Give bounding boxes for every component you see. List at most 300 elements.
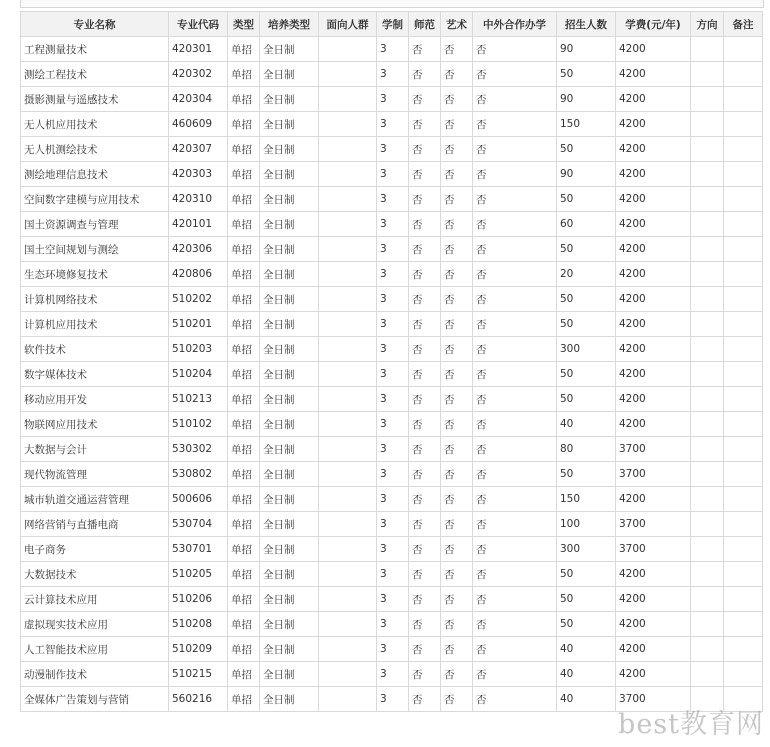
cell-training-type: 全日制 — [260, 112, 319, 137]
cell-notes — [724, 37, 763, 62]
cell-type: 单招 — [228, 287, 260, 312]
cell-target-group — [319, 687, 377, 712]
cell-enrollment: 20 — [557, 262, 616, 287]
cell-enrollment: 50 — [557, 187, 616, 212]
cell-notes — [724, 562, 763, 587]
cell-normal: 否 — [409, 587, 441, 612]
cell-enrollment: 40 — [557, 662, 616, 687]
cell-major-name: 国土空间规划与测绘 — [21, 237, 169, 262]
cell-enrollment: 300 — [557, 337, 616, 362]
cell-art: 否 — [441, 187, 473, 212]
cell-major-name: 计算机应用技术 — [21, 312, 169, 337]
cell-sino-foreign: 否 — [473, 287, 557, 312]
cell-training-type: 全日制 — [260, 487, 319, 512]
cell-sino-foreign: 否 — [473, 487, 557, 512]
cell-direction — [691, 637, 724, 662]
table-row — [21, 612, 763, 637]
cell-enrollment: 90 — [557, 87, 616, 112]
cell-sino-foreign: 否 — [473, 587, 557, 612]
cell-sino-foreign: 否 — [473, 337, 557, 362]
cell-sino-foreign: 否 — [473, 262, 557, 287]
cell-tuition: 4200 — [616, 237, 691, 262]
cell-notes — [724, 412, 763, 437]
cell-target-group — [319, 512, 377, 537]
table-row — [21, 337, 763, 362]
cell-major-name: 城市轨道交通运营管理 — [21, 487, 169, 512]
cell-enrollment: 40 — [557, 687, 616, 712]
cell-normal: 否 — [409, 312, 441, 337]
cell-target-group — [319, 587, 377, 612]
cell-training-type: 全日制 — [260, 337, 319, 362]
cell-major-name: 电子商务 — [21, 537, 169, 562]
majors-table — [20, 11, 763, 712]
cell-art: 否 — [441, 337, 473, 362]
cell-sino-foreign: 否 — [473, 312, 557, 337]
cell-training-type: 全日制 — [260, 137, 319, 162]
watermark-logo: best教育网 — [618, 709, 764, 740]
col-header-sino-foreign: 中外合作办学 — [473, 12, 557, 37]
cell-notes — [724, 187, 763, 212]
cell-art: 否 — [441, 87, 473, 112]
cell-tuition: 3700 — [616, 437, 691, 462]
cell-type: 单招 — [228, 162, 260, 187]
cell-enrollment: 50 — [557, 612, 616, 637]
cell-art: 否 — [441, 37, 473, 62]
cell-direction — [691, 312, 724, 337]
cell-sino-foreign: 否 — [473, 187, 557, 212]
cell-training-type: 全日制 — [260, 287, 319, 312]
cell-normal: 否 — [409, 387, 441, 412]
cell-type: 单招 — [228, 562, 260, 587]
cell-major-name: 云计算技术应用 — [21, 587, 169, 612]
cell-normal: 否 — [409, 237, 441, 262]
cell-tuition: 4200 — [616, 587, 691, 612]
cell-type: 单招 — [228, 37, 260, 62]
cell-sino-foreign: 否 — [473, 112, 557, 137]
cell-enrollment: 60 — [557, 212, 616, 237]
cell-normal: 否 — [409, 137, 441, 162]
cell-major-name: 大数据技术 — [21, 562, 169, 587]
cell-training-type: 全日制 — [260, 187, 319, 212]
cell-sino-foreign: 否 — [473, 237, 557, 262]
cell-major-code: 510206 — [169, 587, 228, 612]
cell-major-name: 大数据与会计 — [21, 437, 169, 462]
cell-target-group — [319, 537, 377, 562]
cell-direction — [691, 487, 724, 512]
cell-type: 单招 — [228, 362, 260, 387]
cell-type: 单招 — [228, 662, 260, 687]
cell-training-type: 全日制 — [260, 387, 319, 412]
cell-training-type: 全日制 — [260, 662, 319, 687]
cell-major-name: 移动应用开发 — [21, 387, 169, 412]
cell-major-code: 510201 — [169, 312, 228, 337]
cell-target-group — [319, 487, 377, 512]
cell-type: 单招 — [228, 612, 260, 637]
cell-notes — [724, 637, 763, 662]
cell-training-type: 全日制 — [260, 212, 319, 237]
cell-major-code: 510102 — [169, 412, 228, 437]
cell-art: 否 — [441, 137, 473, 162]
cell-training-type: 全日制 — [260, 437, 319, 462]
cell-target-group — [319, 87, 377, 112]
cell-art: 否 — [441, 387, 473, 412]
cell-target-group — [319, 412, 377, 437]
cell-duration: 3 — [377, 512, 409, 537]
cell-art: 否 — [441, 412, 473, 437]
cell-target-group — [319, 562, 377, 587]
cell-notes — [724, 312, 763, 337]
table-row — [21, 462, 763, 487]
cell-tuition: 4200 — [616, 337, 691, 362]
cell-notes — [724, 512, 763, 537]
cell-major-code: 560216 — [169, 687, 228, 712]
cell-sino-foreign: 否 — [473, 637, 557, 662]
table-row — [21, 62, 763, 87]
cell-direction — [691, 662, 724, 687]
table-row — [21, 287, 763, 312]
cell-art: 否 — [441, 512, 473, 537]
cell-notes — [724, 612, 763, 637]
cell-art: 否 — [441, 62, 473, 87]
cell-major-name: 摄影测量与遥感技术 — [21, 87, 169, 112]
cell-duration: 3 — [377, 537, 409, 562]
cell-direction — [691, 87, 724, 112]
cell-major-code: 420306 — [169, 237, 228, 262]
cell-target-group — [319, 362, 377, 387]
cell-major-code: 510208 — [169, 612, 228, 637]
cell-notes — [724, 137, 763, 162]
cell-major-code: 460609 — [169, 112, 228, 137]
cell-enrollment: 80 — [557, 437, 616, 462]
cell-type: 单招 — [228, 637, 260, 662]
cell-enrollment: 90 — [557, 37, 616, 62]
cell-duration: 3 — [377, 487, 409, 512]
cell-duration: 3 — [377, 587, 409, 612]
cell-notes — [724, 437, 763, 462]
table-row — [21, 437, 763, 462]
cell-sino-foreign: 否 — [473, 512, 557, 537]
cell-duration: 3 — [377, 262, 409, 287]
cell-tuition: 4200 — [616, 187, 691, 212]
cell-normal: 否 — [409, 612, 441, 637]
cell-sino-foreign: 否 — [473, 212, 557, 237]
cell-major-name: 虚拟现实技术应用 — [21, 612, 169, 637]
cell-duration: 3 — [377, 312, 409, 337]
cell-direction — [691, 587, 724, 612]
cell-type: 单招 — [228, 587, 260, 612]
table-row — [21, 412, 763, 437]
cell-tuition: 4200 — [616, 212, 691, 237]
cell-tuition: 3700 — [616, 462, 691, 487]
cell-training-type: 全日制 — [260, 637, 319, 662]
table-row — [21, 312, 763, 337]
cell-normal: 否 — [409, 112, 441, 137]
cell-major-code: 420304 — [169, 87, 228, 112]
cell-type: 单招 — [228, 412, 260, 437]
cell-major-name: 测绘工程技术 — [21, 62, 169, 87]
cell-tuition: 4200 — [616, 562, 691, 587]
cell-major-code: 510205 — [169, 562, 228, 587]
cell-type: 单招 — [228, 62, 260, 87]
cell-notes — [724, 112, 763, 137]
cell-target-group — [319, 287, 377, 312]
cell-type: 单招 — [228, 512, 260, 537]
col-header-art: 艺术 — [441, 12, 473, 37]
cell-notes — [724, 387, 763, 412]
cell-major-code: 510215 — [169, 662, 228, 687]
table-row — [21, 587, 763, 612]
cell-type: 单招 — [228, 687, 260, 712]
cell-duration: 3 — [377, 112, 409, 137]
cell-target-group — [319, 62, 377, 87]
cell-target-group — [319, 212, 377, 237]
cell-enrollment: 50 — [557, 287, 616, 312]
cell-notes — [724, 162, 763, 187]
cell-major-code: 530802 — [169, 462, 228, 487]
cell-enrollment: 40 — [557, 637, 616, 662]
cell-training-type: 全日制 — [260, 537, 319, 562]
cell-major-name: 动漫制作技术 — [21, 662, 169, 687]
table-row — [21, 87, 763, 112]
cell-training-type: 全日制 — [260, 62, 319, 87]
cell-major-name: 生态环境修复技术 — [21, 262, 169, 287]
cell-major-code: 420303 — [169, 162, 228, 187]
cell-tuition: 4200 — [616, 37, 691, 62]
cell-normal: 否 — [409, 687, 441, 712]
cell-normal: 否 — [409, 212, 441, 237]
cell-art: 否 — [441, 462, 473, 487]
cell-tuition: 4200 — [616, 487, 691, 512]
cell-training-type: 全日制 — [260, 462, 319, 487]
table-row — [21, 387, 763, 412]
cell-art: 否 — [441, 362, 473, 387]
cell-normal: 否 — [409, 62, 441, 87]
cell-enrollment: 50 — [557, 312, 616, 337]
cell-duration: 3 — [377, 237, 409, 262]
cell-target-group — [319, 137, 377, 162]
cell-direction — [691, 237, 724, 262]
cell-art: 否 — [441, 687, 473, 712]
cell-normal: 否 — [409, 262, 441, 287]
col-header-tuition: 学费(元/年) — [616, 12, 691, 37]
cell-notes — [724, 62, 763, 87]
cell-major-name: 数字媒体技术 — [21, 362, 169, 387]
cell-training-type: 全日制 — [260, 37, 319, 62]
cell-direction — [691, 262, 724, 287]
cell-major-code: 530701 — [169, 537, 228, 562]
table-body — [21, 37, 763, 712]
cell-notes — [724, 662, 763, 687]
cell-notes — [724, 487, 763, 512]
cell-training-type: 全日制 — [260, 687, 319, 712]
cell-tuition: 4200 — [616, 112, 691, 137]
col-header-major-name: 专业名称 — [21, 12, 169, 37]
cell-normal: 否 — [409, 412, 441, 437]
cell-enrollment: 150 — [557, 112, 616, 137]
cell-tuition: 3700 — [616, 687, 691, 712]
cell-normal: 否 — [409, 462, 441, 487]
cell-major-name: 国土资源调查与管理 — [21, 212, 169, 237]
cell-duration: 3 — [377, 362, 409, 387]
cell-duration: 3 — [377, 662, 409, 687]
cell-duration: 3 — [377, 612, 409, 637]
cell-normal: 否 — [409, 162, 441, 187]
cell-notes — [724, 537, 763, 562]
cell-normal: 否 — [409, 362, 441, 387]
cell-enrollment: 40 — [557, 412, 616, 437]
table-row — [21, 637, 763, 662]
cell-duration: 3 — [377, 162, 409, 187]
cell-art: 否 — [441, 312, 473, 337]
cell-major-name: 网络营销与直播电商 — [21, 512, 169, 537]
cell-duration: 3 — [377, 287, 409, 312]
cell-enrollment: 300 — [557, 537, 616, 562]
cell-art: 否 — [441, 662, 473, 687]
cell-tuition: 4200 — [616, 312, 691, 337]
cell-major-code: 420310 — [169, 187, 228, 212]
cell-training-type: 全日制 — [260, 87, 319, 112]
cell-notes — [724, 262, 763, 287]
cell-direction — [691, 537, 724, 562]
cell-sino-foreign: 否 — [473, 562, 557, 587]
cell-tuition: 3700 — [616, 512, 691, 537]
cell-target-group — [319, 237, 377, 262]
cell-type: 单招 — [228, 462, 260, 487]
cell-major-code: 420101 — [169, 212, 228, 237]
cell-sino-foreign: 否 — [473, 437, 557, 462]
cell-direction — [691, 512, 724, 537]
cell-direction — [691, 112, 724, 137]
cell-notes — [724, 237, 763, 262]
cell-target-group — [319, 37, 377, 62]
cell-direction — [691, 137, 724, 162]
cell-enrollment: 50 — [557, 587, 616, 612]
cell-duration: 3 — [377, 212, 409, 237]
cell-duration: 3 — [377, 62, 409, 87]
cell-sino-foreign: 否 — [473, 362, 557, 387]
cell-duration: 3 — [377, 387, 409, 412]
cell-direction — [691, 362, 724, 387]
cell-major-code: 420307 — [169, 137, 228, 162]
cell-target-group — [319, 187, 377, 212]
cell-type: 单招 — [228, 312, 260, 337]
cell-training-type: 全日制 — [260, 362, 319, 387]
cell-sino-foreign: 否 — [473, 87, 557, 112]
cell-target-group — [319, 262, 377, 287]
cell-major-name: 无人机测绘技术 — [21, 137, 169, 162]
cell-type: 单招 — [228, 437, 260, 462]
cell-training-type: 全日制 — [260, 412, 319, 437]
cell-normal: 否 — [409, 37, 441, 62]
cell-duration: 3 — [377, 337, 409, 362]
cell-major-code: 530704 — [169, 512, 228, 537]
cell-training-type: 全日制 — [260, 562, 319, 587]
cell-type: 单招 — [228, 337, 260, 362]
col-header-direction: 方向 — [691, 12, 724, 37]
cell-normal: 否 — [409, 662, 441, 687]
cell-enrollment: 90 — [557, 162, 616, 187]
cell-direction — [691, 462, 724, 487]
table-row — [21, 212, 763, 237]
top-scroll-strip — [20, 0, 764, 8]
cell-duration: 3 — [377, 437, 409, 462]
cell-major-name: 工程测量技术 — [21, 37, 169, 62]
cell-training-type: 全日制 — [260, 262, 319, 287]
cell-sino-foreign: 否 — [473, 412, 557, 437]
cell-direction — [691, 212, 724, 237]
cell-art: 否 — [441, 287, 473, 312]
cell-type: 单招 — [228, 237, 260, 262]
table-row — [21, 262, 763, 287]
cell-sino-foreign: 否 — [473, 662, 557, 687]
cell-sino-foreign: 否 — [473, 687, 557, 712]
cell-target-group — [319, 662, 377, 687]
cell-tuition: 4200 — [616, 87, 691, 112]
cell-type: 单招 — [228, 262, 260, 287]
cell-art: 否 — [441, 562, 473, 587]
cell-tuition: 4200 — [616, 362, 691, 387]
cell-target-group — [319, 112, 377, 137]
cell-target-group — [319, 637, 377, 662]
cell-major-name: 全媒体广告策划与营销 — [21, 687, 169, 712]
cell-duration: 3 — [377, 637, 409, 662]
cell-art: 否 — [441, 212, 473, 237]
cell-type: 单招 — [228, 212, 260, 237]
cell-notes — [724, 362, 763, 387]
cell-enrollment: 50 — [557, 387, 616, 412]
cell-major-code: 510204 — [169, 362, 228, 387]
cell-direction — [691, 287, 724, 312]
col-header-major-code: 专业代码 — [169, 12, 228, 37]
cell-notes — [724, 462, 763, 487]
cell-art: 否 — [441, 487, 473, 512]
cell-major-code: 510209 — [169, 637, 228, 662]
col-header-normal: 师范 — [409, 12, 441, 37]
cell-major-name: 人工智能技术应用 — [21, 637, 169, 662]
cell-type: 单招 — [228, 112, 260, 137]
table-row — [21, 137, 763, 162]
cell-direction — [691, 187, 724, 212]
cell-notes — [724, 212, 763, 237]
cell-duration: 3 — [377, 687, 409, 712]
cell-major-name: 空间数字建模与应用技术 — [21, 187, 169, 212]
cell-major-name: 物联网应用技术 — [21, 412, 169, 437]
cell-art: 否 — [441, 637, 473, 662]
cell-target-group — [319, 437, 377, 462]
cell-type: 单招 — [228, 537, 260, 562]
cell-art: 否 — [441, 112, 473, 137]
cell-major-name: 现代物流管理 — [21, 462, 169, 487]
cell-major-code: 500606 — [169, 487, 228, 512]
cell-sino-foreign: 否 — [473, 37, 557, 62]
cell-duration: 3 — [377, 37, 409, 62]
cell-art: 否 — [441, 262, 473, 287]
cell-enrollment: 50 — [557, 562, 616, 587]
cell-normal: 否 — [409, 562, 441, 587]
table-row — [21, 362, 763, 387]
col-header-duration: 学制 — [377, 12, 409, 37]
cell-normal: 否 — [409, 187, 441, 212]
cell-direction — [691, 412, 724, 437]
cell-art: 否 — [441, 537, 473, 562]
cell-tuition: 4200 — [616, 637, 691, 662]
cell-tuition: 4200 — [616, 262, 691, 287]
cell-training-type: 全日制 — [260, 587, 319, 612]
cell-art: 否 — [441, 237, 473, 262]
cell-direction — [691, 387, 724, 412]
cell-direction — [691, 37, 724, 62]
cell-training-type: 全日制 — [260, 312, 319, 337]
